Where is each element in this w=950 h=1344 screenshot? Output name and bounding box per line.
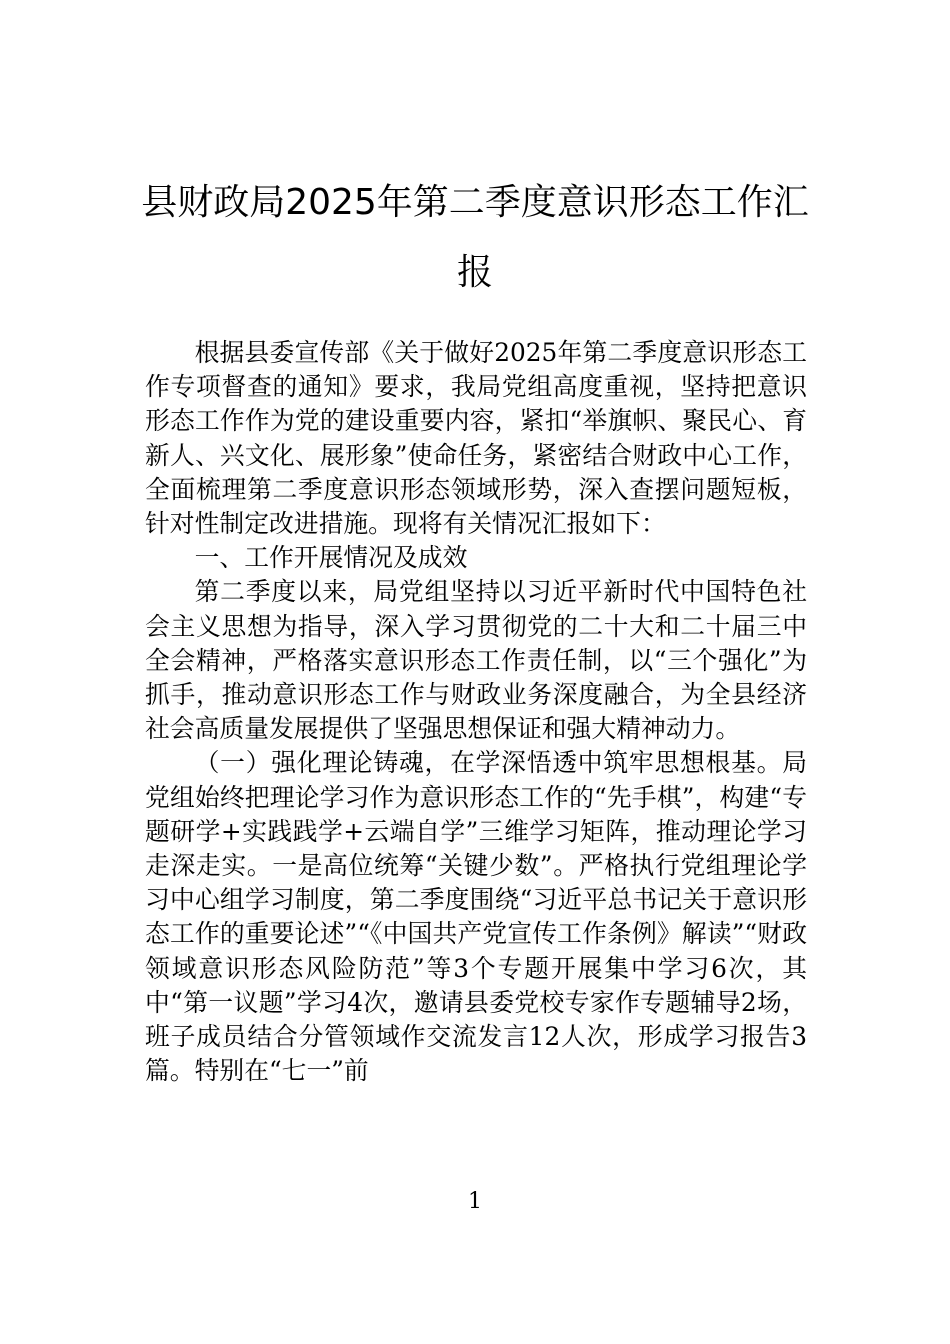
document-body (145, 336, 807, 1088)
subsection-paragraph: （一）强化理论铸魂，在学深悟透中筑牢思想根基。局党组始终把理论学习作为意识形态工作的“先手棋”，构建“专题研学+实践践学+云端自学”三维学习矩阵，推动理论学习走深走实。一是高位统筹“关键少数”。严格执行党组理论学习中心组学习制度，第二季度围绕“习近平总书记关于意识形态工作的重要论述”“《中国共产党宣传工作条例》解读”“财政领域意识形态风险防范”等3个专题开展集中学习6次，其中“第一议题”学习4次，邀请县委党校专家作专题辅导2场，班子成员结合分管领域作交流发言12人次，形成学习报告3篇。特别在“七一”前 (145, 748, 807, 1086)
document-title: 县财政局2025年第二季度意识形态工作汇报 (141, 182, 809, 293)
intro-paragraph: 根据县委宣传部《关于做好2025年第二季度意识形态工作专项督查的通知》要求，我局党组高度重视，坚持把意识形态工作作为党的建设重要内容，紧扣“举旗帜、聚民心、育新人、兴文化、展形象”使命任务，紧密结合财政中心工作，全面梳理第二季度意识形态领域形势，深入查摆问题短板，针对性制定改进措施。现将有关情况汇报如下： (145, 338, 807, 539)
section-heading: 一、工作开展情况及成效 (194, 543, 468, 573)
page-number: 1 (468, 1189, 482, 1214)
section-paragraph: 第二季度以来，局党组坚持以习近平新时代中国特色社会主义思想为指导，深入学习贯彻党的二十大和二十届三中全会精神，严格落实意识形态工作责任制，以“三个强化”为抓手，推动意识形态工作与财政业务深度融合，为全县经济社会高质量发展提供了坚强思想保证和强大精神动力。 (145, 577, 807, 744)
